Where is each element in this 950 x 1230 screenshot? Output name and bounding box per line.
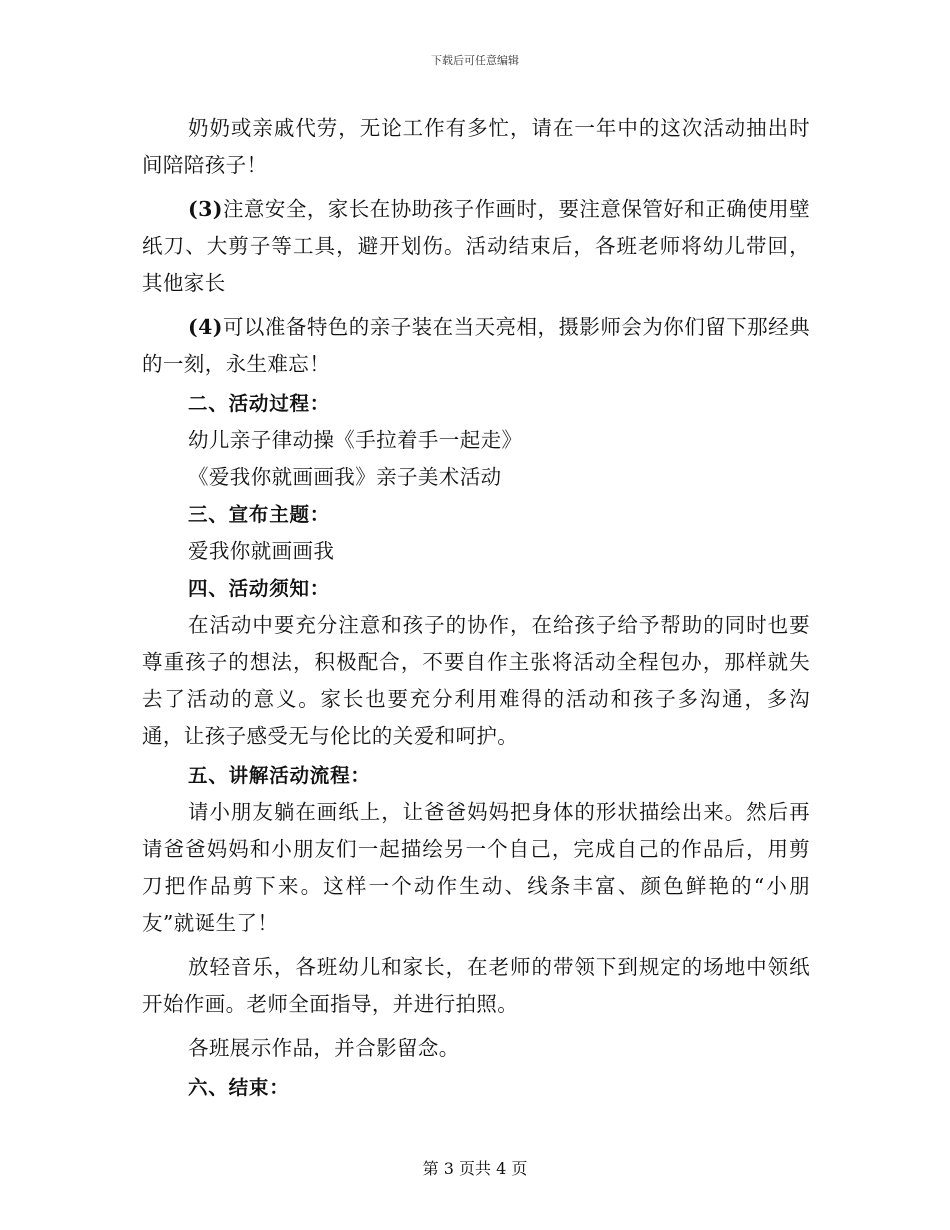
paragraph-continued: 奶奶或亲戚代劳，无论工作有多忙，请在一年中的这次活动抽出时间陪陪孩子！ — [142, 116, 810, 177]
paragraph: 在活动中要充分注意和孩子的协作，在给孩子给予帮助的同时也要尊重孩子的想法，积极配合，不要自作主张将活动全程包办，那样就失去了活动的意义。家长也要充分利用难得的活动和孩子多沟通，多沟通，让孩子感受无与伦比的关爱和呵护。 — [142, 613, 810, 748]
paragraph: 幼儿亲子律动操《手拉着手一起走》 — [188, 428, 523, 452]
item-text: 可以准备特色的亲子装在当天亮相，摄影师会为你们留下那经典的一刻，永生难忘！ — [142, 315, 810, 376]
item-number: (3) — [188, 197, 223, 221]
paragraph: 请小朋友躺在画纸上，让爸爸妈妈把身体的形状描绘出来。然后再请爸爸妈妈和小朋友们一起描绘另一个自己，完成自己的作品后，用剪刀把作品剪下来。这样一个动作生动、线条丰富、颜色鲜艳的“小朋友”就诞生了！ — [142, 800, 810, 935]
section-heading: 四、活动须知： — [188, 577, 331, 600]
page-number: 第 3 页共 4 页 — [422, 1159, 528, 1178]
page-header-note: 下载后可任意编辑 — [431, 54, 519, 67]
section-heading: 五、讲解活动流程： — [188, 764, 371, 787]
section-heading: 三、宣布主题： — [188, 503, 331, 526]
paragraph-item-3 — [142, 191, 810, 302]
paragraph: 放轻音乐，各班幼儿和家长，在老师的带领下到规定的场地中领纸开始作画。老师全面指导，并进行拍照。 — [142, 955, 810, 1016]
section-heading: 六、结束： — [188, 1076, 290, 1099]
section-heading: 二、活动过程： — [188, 392, 331, 415]
document-body — [142, 110, 810, 1106]
paragraph: 各班展示作品，并合影留念。 — [188, 1036, 460, 1060]
paragraph: 爱我你就画画我 — [188, 539, 335, 563]
paragraph: 《爱我你就画画我》亲子美术活动 — [188, 465, 502, 489]
item-text: 注意安全，家长在协助孩子作画时，要注意保管好和正确使用壁纸刀、大剪子等工具，避开划伤。活动结束后，各班老师将幼儿带回，其他家长 — [142, 197, 810, 295]
paragraph-item-4 — [142, 309, 810, 383]
item-number: (4) — [188, 315, 223, 339]
